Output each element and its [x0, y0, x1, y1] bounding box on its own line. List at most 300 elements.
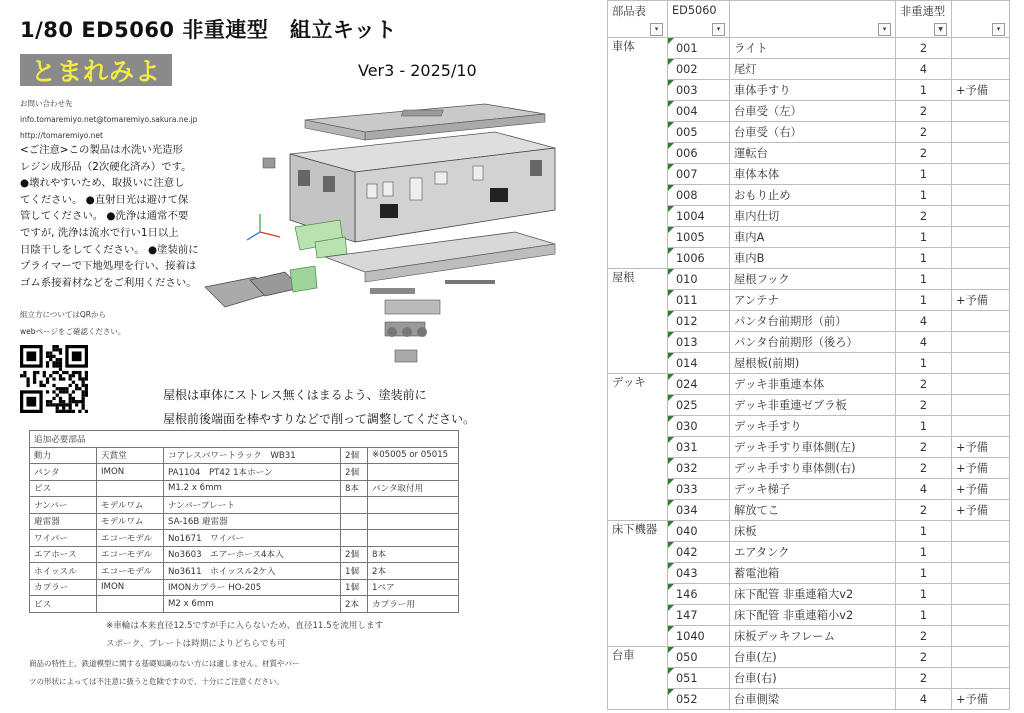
part-name: 屋根板(前期): [730, 353, 896, 374]
parts-table-row: [30, 464, 459, 481]
part-number: 025: [668, 395, 730, 416]
sheet-row[interactable]: [608, 311, 1010, 332]
part-name: デッキ手すり車体側(右): [730, 458, 896, 479]
footnote-line: スポーク、プレートは時期によりどちらでも可: [106, 639, 286, 649]
sheet-header-2: [730, 1, 896, 21]
part-note: 8本: [368, 546, 459, 563]
caution-line: ●壊れやすいため、取扱いに注意し: [20, 177, 185, 190]
sheet-category: [608, 563, 668, 584]
sheet-row[interactable]: [608, 668, 1010, 689]
logo-char: れ: [82, 57, 109, 86]
part-qty: 1個: [341, 579, 368, 596]
part-spare: [952, 584, 1010, 605]
parts-table-row: [30, 497, 459, 514]
part-name: 台車受（左）: [730, 101, 896, 122]
part-name: 解放てこ: [730, 500, 896, 521]
wheel-footnotes: [106, 617, 383, 653]
caution-line: プライマーで下地処理を行い、接着は: [20, 260, 197, 273]
part-number: 031: [668, 437, 730, 458]
parts-table-row: [30, 480, 459, 497]
part-quantity: 2: [896, 500, 952, 521]
part-spare: [952, 59, 1010, 80]
part-spare: [952, 542, 1010, 563]
part-quantity: 2: [896, 458, 952, 479]
part-quantity: 4: [896, 311, 952, 332]
caution-line: 管してください。 ●洗浄は通常不要: [20, 210, 189, 223]
sheet-category: [608, 479, 668, 500]
part-name: ライト: [730, 38, 896, 59]
contact-email[interactable]: info.tomaremiyo.net@tomaremiyo.sakura.ne.jp: [20, 115, 198, 124]
part-name: 車内B: [730, 248, 896, 269]
part-spare: +予備: [952, 479, 1010, 500]
part-note: [368, 497, 459, 514]
sheet-category: [608, 227, 668, 248]
sheet-category: 屋根: [608, 269, 668, 290]
sheet-category: [608, 122, 668, 143]
part-number: 012: [668, 311, 730, 332]
part-spare: +予備: [952, 437, 1010, 458]
sheet-row[interactable]: [608, 626, 1010, 647]
sheet-row[interactable]: [608, 395, 1010, 416]
part-maker: [97, 480, 164, 497]
part-note: カプラー用: [368, 596, 459, 613]
sheet-row[interactable]: [608, 38, 1010, 59]
part-number: 010: [668, 269, 730, 290]
sheet-row[interactable]: [608, 248, 1010, 269]
locomotive-exploded-model-image: [195, 92, 570, 372]
sheet-category: [608, 143, 668, 164]
sheet-header-3: 非重連型: [896, 1, 952, 21]
part-maker: エコーモデル: [97, 546, 164, 563]
part-name: 床下配管 非重連箱小v2: [730, 605, 896, 626]
part-quantity: 1: [896, 164, 952, 185]
part-quantity: 4: [896, 332, 952, 353]
part-qty: [341, 513, 368, 530]
part-number: 003: [668, 80, 730, 101]
sheet-category: 床下機器: [608, 521, 668, 542]
part-spare: [952, 563, 1010, 584]
part-quantity: 1: [896, 185, 952, 206]
doc-title: 1/80 ED5060 非重連型 組立キット: [20, 18, 397, 42]
part-name: 尾灯: [730, 59, 896, 80]
part-name: エアタンク: [730, 542, 896, 563]
sheet-category: [608, 185, 668, 206]
caution-line: <ご注意>この製品は水洗い光造形: [20, 144, 183, 156]
part-spare: [952, 164, 1010, 185]
part-name: 床板デッキフレーム: [730, 626, 896, 647]
sheet-category: [608, 689, 668, 710]
caution-line: 日陰干しをしてください。 ●塗装前に: [20, 243, 199, 256]
part-number: 1005: [668, 227, 730, 248]
part-quantity: 2: [896, 143, 952, 164]
sheet-row[interactable]: [608, 122, 1010, 143]
sheet-row[interactable]: [608, 689, 1010, 710]
part-quantity: 2: [896, 437, 952, 458]
part-qty: [341, 497, 368, 514]
filter-dropdown-icon[interactable]: ▾: [650, 23, 663, 36]
part-note: 2本: [368, 563, 459, 580]
part-product: IMONカプラー HO-205: [164, 579, 341, 596]
sheet-category: [608, 668, 668, 689]
part-name: デッキ手すり: [730, 416, 896, 437]
part-qty: 2個: [341, 447, 368, 464]
part-note: [368, 513, 459, 530]
filter-dropdown-icon[interactable]: ▾: [712, 23, 725, 36]
part-quantity: 1: [896, 227, 952, 248]
part-spare: [952, 311, 1010, 332]
part-qty: 2個: [341, 464, 368, 481]
part-name: 蓄電池箱: [730, 563, 896, 584]
part-maker: [97, 596, 164, 613]
part-maker: 天賞堂: [97, 447, 164, 464]
part-spare: [952, 395, 1010, 416]
sheet-category: [608, 605, 668, 626]
part-type: ホイッスル: [30, 563, 97, 580]
part-qty: 2本: [341, 596, 368, 613]
part-quantity: 2: [896, 647, 952, 668]
part-maker: エコーモデル: [97, 530, 164, 547]
part-number: 043: [668, 563, 730, 584]
part-spare: [952, 668, 1010, 689]
part-product: コアレスパワートラック WB31: [164, 447, 341, 464]
sheet-header-4: [952, 1, 1010, 21]
sheet-header-1: ED5060: [668, 1, 730, 21]
sheet-row[interactable]: [608, 164, 1010, 185]
part-number: 032: [668, 458, 730, 479]
sheet-category: [608, 626, 668, 647]
part-type: エアホース: [30, 546, 97, 563]
sheet-row[interactable]: [608, 290, 1010, 311]
caution-line: レジン成形品（2次硬化済み）です。: [20, 160, 192, 173]
part-type: ワイパー: [30, 530, 97, 547]
part-name: 台車側梁: [730, 689, 896, 710]
part-name: 台車(右): [730, 668, 896, 689]
contact-info: [20, 96, 197, 144]
part-number: 011: [668, 290, 730, 311]
part-quantity: 4: [896, 689, 952, 710]
safety-note-line: ツの形状によっては不注意に扱うと危険ですので、十分にご注意ください。: [29, 677, 284, 686]
part-number: 008: [668, 185, 730, 206]
part-type: カプラー: [30, 579, 97, 596]
qr-instructions: [20, 306, 125, 340]
sheet-category: [608, 437, 668, 458]
roof-adjust-note: [163, 383, 475, 431]
part-number: 014: [668, 353, 730, 374]
part-name: 車体手すり: [730, 80, 896, 101]
part-maker: IMON: [97, 579, 164, 596]
part-name: パンタ台前期形（前）: [730, 311, 896, 332]
part-type: ビス: [30, 480, 97, 497]
part-name: 台車受（右）: [730, 122, 896, 143]
part-type: ナンバー: [30, 497, 97, 514]
part-note: ※05005 or 05015: [368, 447, 459, 464]
part-quantity: 1: [896, 290, 952, 311]
sheet-category: [608, 332, 668, 353]
part-number: 001: [668, 38, 730, 59]
part-quantity: 1: [896, 353, 952, 374]
brand-logo: [20, 54, 172, 86]
part-quantity: 1: [896, 542, 952, 563]
part-number: 033: [668, 479, 730, 500]
sheet-category: [608, 311, 668, 332]
part-product: PA1104 PT42 1本ホーン: [164, 464, 341, 481]
part-product: No3603 エアーホース4本入: [164, 546, 341, 563]
sheet-row[interactable]: [608, 80, 1010, 101]
sheet-row[interactable]: [608, 332, 1010, 353]
part-number: 1040: [668, 626, 730, 647]
part-spare: [952, 605, 1010, 626]
part-spare: [952, 626, 1010, 647]
part-spare: [952, 647, 1010, 668]
sheet-row[interactable]: [608, 101, 1010, 122]
part-name: デッキ梯子: [730, 479, 896, 500]
sheet-row[interactable]: [608, 227, 1010, 248]
part-spare: +予備: [952, 290, 1010, 311]
sheet-category: [608, 395, 668, 416]
sheet-category: [608, 542, 668, 563]
sheet-category: [608, 353, 668, 374]
sheet-row[interactable]: [608, 647, 1010, 668]
part-spare: [952, 185, 1010, 206]
part-spare: [952, 269, 1010, 290]
sheet-row[interactable]: [608, 521, 1010, 542]
sheet-header-0: 部品表: [608, 1, 668, 21]
part-note: 1ペア: [368, 579, 459, 596]
part-product: No3611 ホイッスル2ケ入: [164, 563, 341, 580]
part-spare: [952, 122, 1010, 143]
sheet-category: [608, 59, 668, 80]
sheet-row[interactable]: [608, 605, 1010, 626]
part-name: 車内A: [730, 227, 896, 248]
part-product: No1671 ワイパー: [164, 530, 341, 547]
part-spare: [952, 227, 1010, 248]
part-number: 007: [668, 164, 730, 185]
part-product: SA-16B 避雷器: [164, 513, 341, 530]
part-maker: IMON: [97, 464, 164, 481]
part-name: アンテナ: [730, 290, 896, 311]
part-type: 動力: [30, 447, 97, 464]
part-number: 030: [668, 416, 730, 437]
parts-table-header: 追加必要部品: [30, 431, 459, 448]
part-spare: [952, 353, 1010, 374]
part-number: 013: [668, 332, 730, 353]
part-qty: 1個: [341, 563, 368, 580]
part-qty: [341, 530, 368, 547]
parts-table-row: [30, 579, 459, 596]
sheet-row[interactable]: [608, 185, 1010, 206]
part-quantity: 1: [896, 416, 952, 437]
sheet-row[interactable]: [608, 500, 1010, 521]
sheet-category: [608, 416, 668, 437]
part-quantity: 2: [896, 38, 952, 59]
parts-list-sheet: [607, 0, 1010, 710]
part-name: 床板: [730, 521, 896, 542]
part-name: おもり止め: [730, 185, 896, 206]
part-quantity: 2: [896, 626, 952, 647]
part-note: [368, 464, 459, 481]
part-name: 屋根フック: [730, 269, 896, 290]
filter-dropdown-icon[interactable]: ▾: [878, 23, 891, 36]
parts-table-row: [30, 513, 459, 530]
caution-line: ですが, 洗浄は流水で行い1日以上: [20, 226, 179, 239]
sheet-row[interactable]: [608, 542, 1010, 563]
caution-line: てください。 ●直射日光は避けて保: [20, 193, 189, 206]
caution-line: ゴム系接着材などをご利用ください。: [20, 276, 197, 289]
sheet-row[interactable]: [608, 59, 1010, 80]
part-qty: 8本: [341, 480, 368, 497]
part-name: デッキ非重連ゼブラ板: [730, 395, 896, 416]
part-number: 042: [668, 542, 730, 563]
part-spare: [952, 416, 1010, 437]
part-name: 台車(左): [730, 647, 896, 668]
sheet-category: 車体: [608, 38, 668, 59]
part-product: ナンバープレート: [164, 497, 341, 514]
part-quantity: 2: [896, 374, 952, 395]
part-maker: モデルワム: [97, 497, 164, 514]
part-number: 050: [668, 647, 730, 668]
sheet-row[interactable]: [608, 584, 1010, 605]
part-quantity: 1: [896, 248, 952, 269]
part-number: 005: [668, 122, 730, 143]
sheet-row[interactable]: [608, 374, 1010, 395]
part-quantity: 1: [896, 584, 952, 605]
part-number: 002: [668, 59, 730, 80]
sheet-category: [608, 101, 668, 122]
sheet-category: [608, 248, 668, 269]
sheet-category: [608, 584, 668, 605]
part-number: 1004: [668, 206, 730, 227]
part-spare: [952, 101, 1010, 122]
logo-char: み: [109, 57, 136, 86]
part-number: 052: [668, 689, 730, 710]
part-number: 034: [668, 500, 730, 521]
part-name: デッキ非重連本体: [730, 374, 896, 395]
part-spare: +予備: [952, 80, 1010, 101]
sheet-category: [608, 290, 668, 311]
part-quantity: 2: [896, 206, 952, 227]
parts-table-row: [30, 530, 459, 547]
part-quantity: 2: [896, 668, 952, 689]
footnote-line: ※車輪は本来直径12.5ですが手に入らないため、直径11.5を流用します: [106, 621, 384, 631]
part-quantity: 1: [896, 605, 952, 626]
part-qty: 2個: [341, 546, 368, 563]
parts-table-row: [30, 596, 459, 613]
qr-text-line: webページをご確認ください。: [20, 327, 126, 336]
sheet-row[interactable]: [608, 143, 1010, 164]
part-quantity: 4: [896, 59, 952, 80]
part-quantity: 1: [896, 563, 952, 584]
part-name: 車内仕切: [730, 206, 896, 227]
qr-code-icon[interactable]: [20, 345, 88, 413]
part-spare: +予備: [952, 458, 1010, 479]
sheet-category: [608, 80, 668, 101]
sheet-category: 台車: [608, 647, 668, 668]
part-quantity: 1: [896, 269, 952, 290]
sheet-row[interactable]: [608, 206, 1010, 227]
part-name: 床下配管 非重連箱大v2: [730, 584, 896, 605]
part-spare: [952, 206, 1010, 227]
part-quantity: 2: [896, 395, 952, 416]
part-quantity: 2: [896, 101, 952, 122]
additional-parts-table: [29, 430, 459, 613]
part-name: デッキ手すり車体側(左): [730, 437, 896, 458]
sheet-row[interactable]: [608, 458, 1010, 479]
sheet-row[interactable]: [608, 563, 1010, 584]
logo-char: と: [30, 57, 57, 86]
part-number: 147: [668, 605, 730, 626]
sheet-row[interactable]: [608, 437, 1010, 458]
part-spare: +予備: [952, 689, 1010, 710]
part-spare: [952, 374, 1010, 395]
part-spare: [952, 38, 1010, 59]
part-product: M2 x 6mm: [164, 596, 341, 613]
logo-char: ま: [56, 57, 83, 86]
sheet-row[interactable]: [608, 479, 1010, 500]
part-type: ビス: [30, 596, 97, 613]
part-number: 004: [668, 101, 730, 122]
part-product: M1.2 x 6mm: [164, 480, 341, 497]
contact-url[interactable]: http://tomaremiyo.net: [20, 131, 103, 140]
filter-dropdown-icon[interactable]: ▾: [992, 23, 1005, 36]
sheet-row[interactable]: [608, 269, 1010, 290]
part-spare: [952, 248, 1010, 269]
roof-note-line: 屋根前後端面を棒やすりなどで削って調整してください。: [163, 412, 476, 426]
part-quantity: 1: [896, 521, 952, 542]
part-number: 051: [668, 668, 730, 689]
sheet-row[interactable]: [608, 353, 1010, 374]
safety-note-line: 商品の特性上、鉄道模型に関する基礎知識のない方には適しません。材質やパー: [29, 659, 300, 668]
contact-heading: お問い合わせ先: [20, 99, 73, 108]
part-type: 避雷器: [30, 513, 97, 530]
roof-note-line: 屋根は車体にストレス無くはまるよう、塗装前に: [163, 388, 427, 402]
part-note: パンタ取付用: [368, 480, 459, 497]
caution-text: [20, 142, 210, 291]
part-quantity: 1: [896, 80, 952, 101]
part-number: 006: [668, 143, 730, 164]
part-name: 車体本体: [730, 164, 896, 185]
parts-table-row: [30, 563, 459, 580]
filter-active-icon[interactable]: ▼: [934, 23, 947, 36]
part-maker: モデルワム: [97, 513, 164, 530]
part-spare: [952, 143, 1010, 164]
part-spare: [952, 521, 1010, 542]
part-maker: エコーモデル: [97, 563, 164, 580]
part-number: 1006: [668, 248, 730, 269]
sheet-row[interactable]: [608, 416, 1010, 437]
part-number: 040: [668, 521, 730, 542]
part-name: 運転台: [730, 143, 896, 164]
sheet-category: デッキ: [608, 374, 668, 395]
part-quantity: 2: [896, 122, 952, 143]
part-number: 024: [668, 374, 730, 395]
safety-note: [29, 655, 299, 691]
part-type: パンタ: [30, 464, 97, 481]
logo-char: よ: [135, 57, 162, 86]
part-number: 146: [668, 584, 730, 605]
part-spare: +予備: [952, 500, 1010, 521]
sheet-category: [608, 206, 668, 227]
sheet-category: [608, 164, 668, 185]
part-note: [368, 530, 459, 547]
version-label: Ver3 - 2025/10: [358, 61, 477, 80]
part-quantity: 4: [896, 479, 952, 500]
part-spare: [952, 332, 1010, 353]
part-name: パンタ台前期形（後ろ）: [730, 332, 896, 353]
sheet-category: [608, 500, 668, 521]
sheet-category: [608, 458, 668, 479]
qr-text-line: 組立方についてはQRから: [20, 310, 106, 319]
parts-table-row: [30, 546, 459, 563]
